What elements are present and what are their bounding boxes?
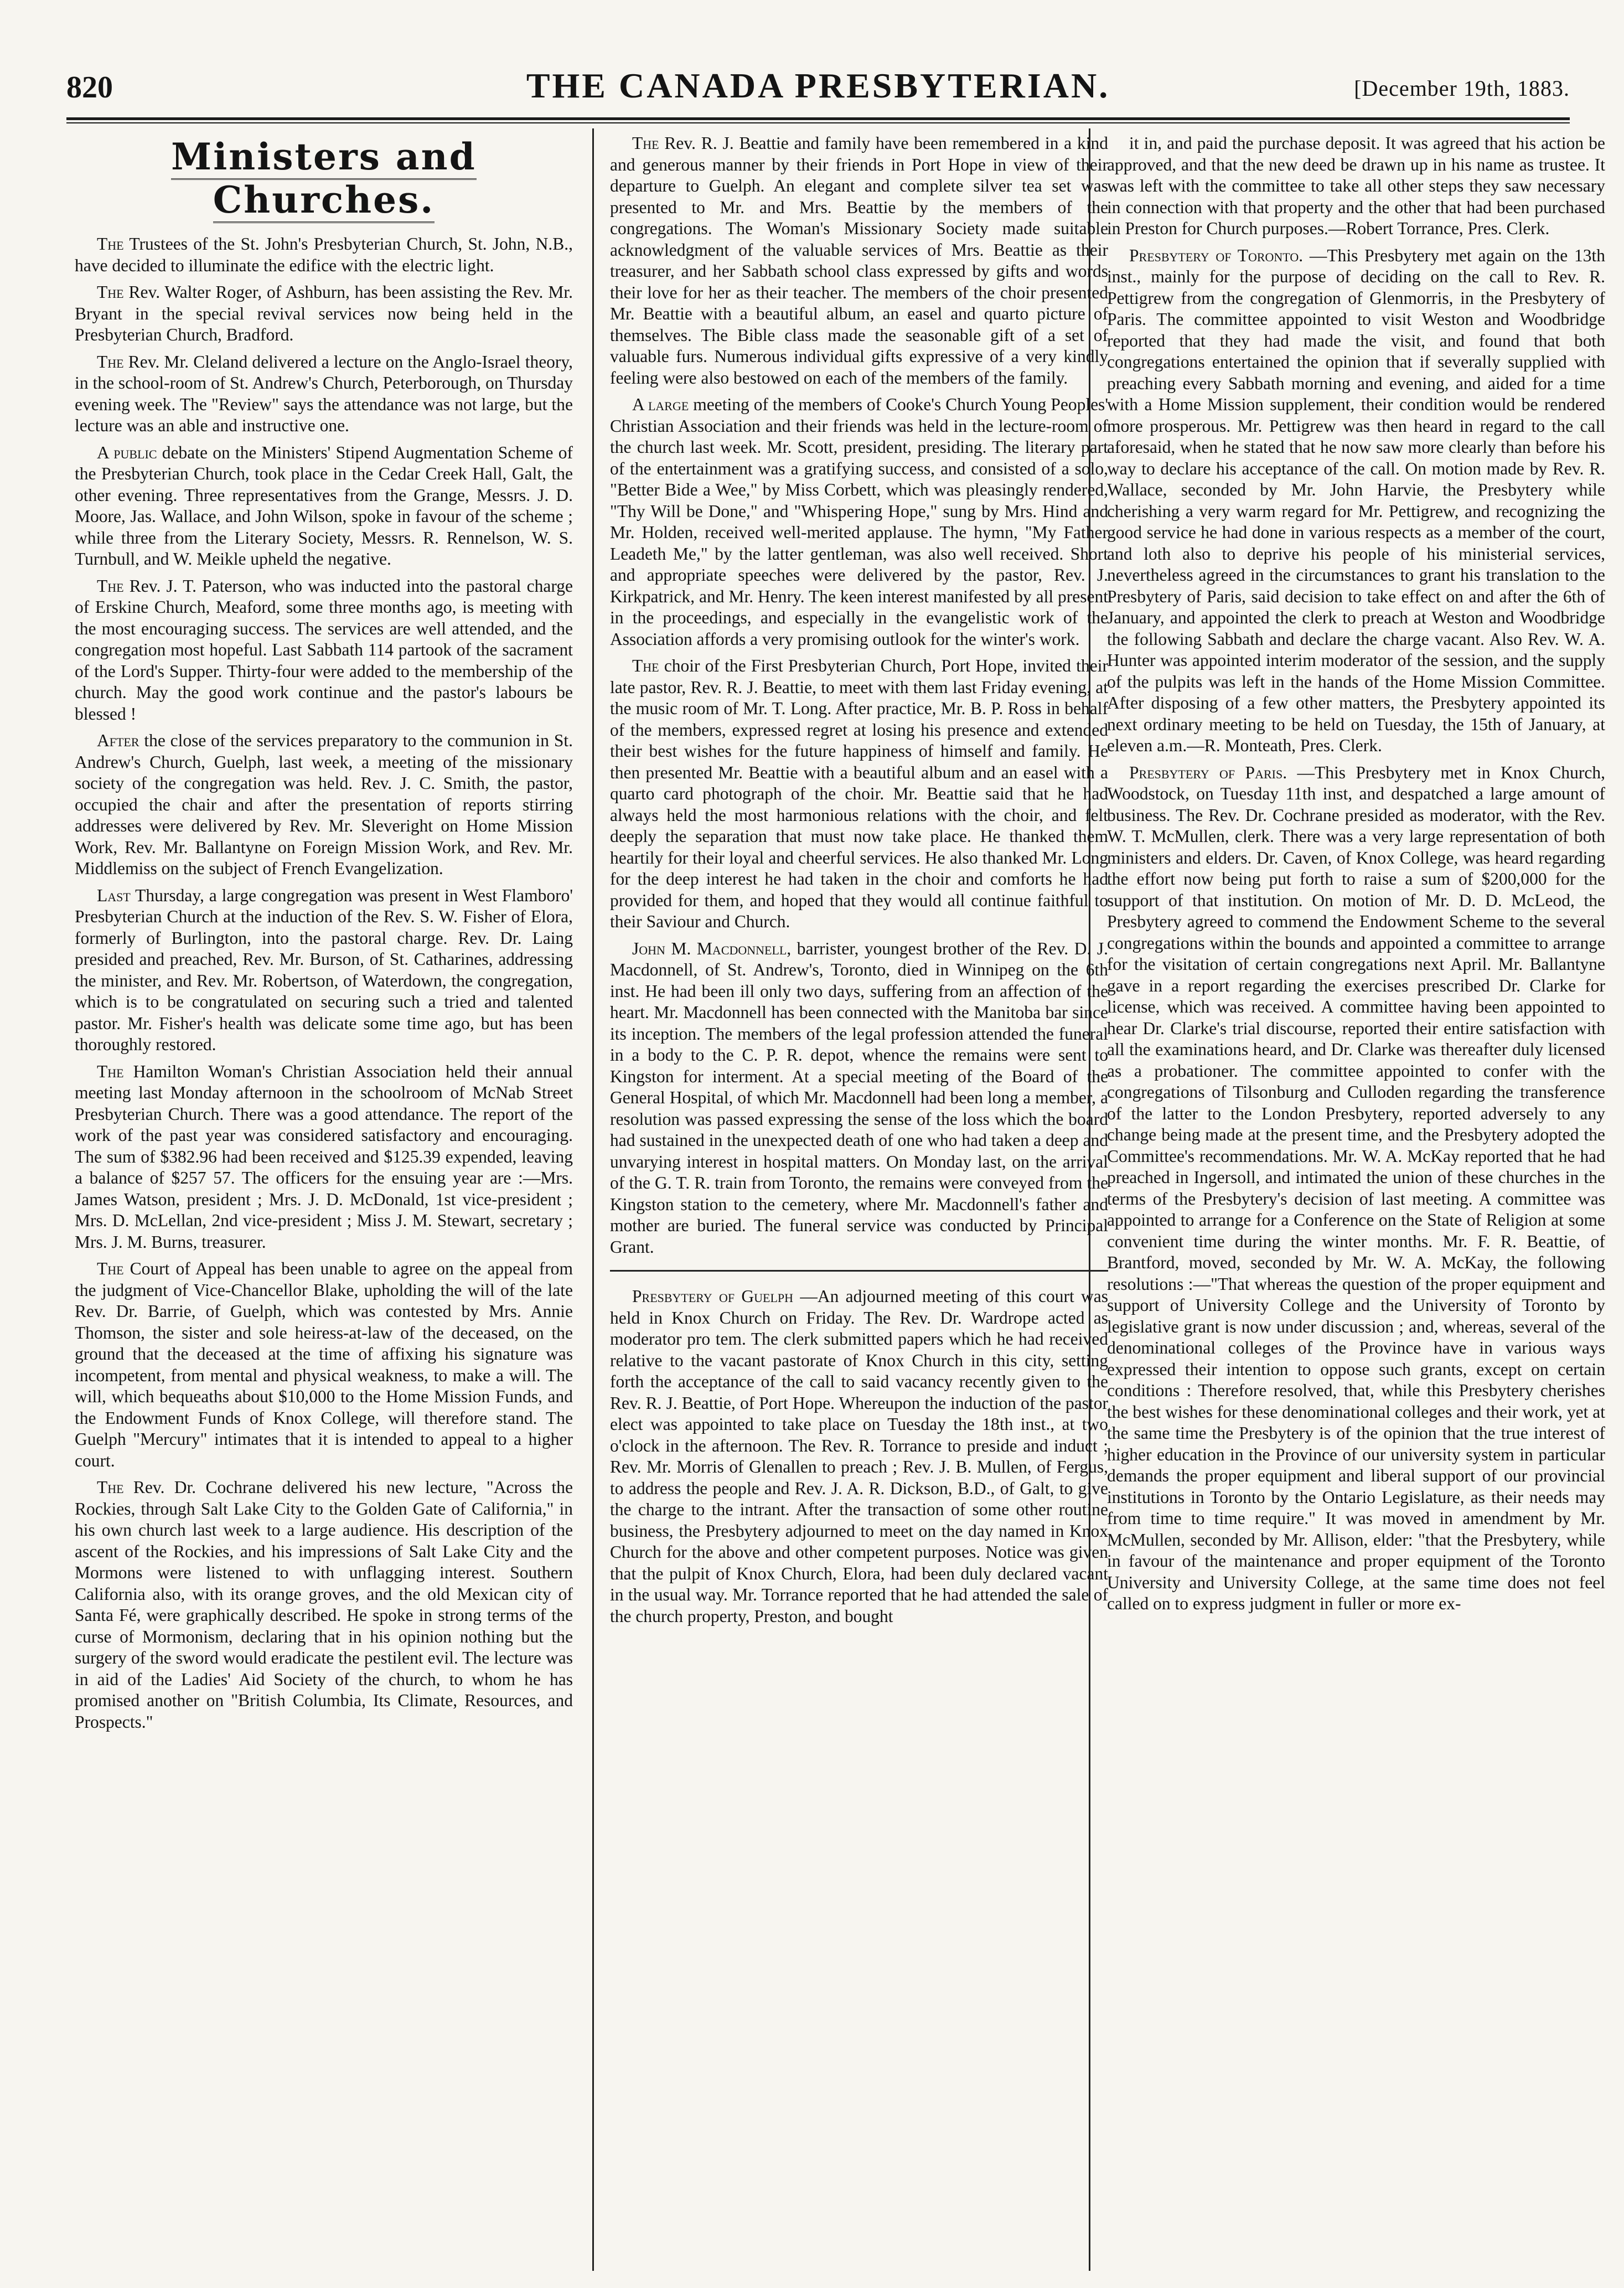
paragraph-text: Court of Appeal has been unable to agree on the appeal from the judgment of Vice-Chancellor Blake, upholding the will of the late Rev. Dr. Barrie, of Guelph, which was contested by Mrs. Annie Thomson, the sister and sole heiress-at-law of the deceased, on the ground that the deceased at the time of affixing his signature was incompetent, from mental and physical weakness, to make a will. The will, which bequeaths about $10,000 to the Home Mission Funds, and the Endowment Funds of Knox College, will therefore stand. The Guelph "Mercury" intimates that it is intended to appeal to a higher court. <box>75 1259 573 1470</box>
paragraph-text: Rev. Mr. Cleland delivered a lecture on the Anglo-Israel theory, in the school-room of St. Andrew's Church, Peterborough, on Thursday evening week. The "Review" says the attendance was not large, but the lecture was an able and instructive one. <box>75 352 573 435</box>
paragraph-lead: The <box>97 1478 124 1497</box>
paragraph-text: Rev. R. J. Beattie and family have been remembered in a kind and generous manner by their friends in Port Hope in view of their departure to Guelph. An elegant and complete silver tea set was presented to Mr. and Mrs. Beattie by the members of the congregations. The Woman's Missionary Society made suitable acknowledgment of the valuable services of Mrs. Beattie as their treasurer, and her Sabbath school class expressed by gifts and words their love for her as their teacher. The members of the choir presented Mr. Beattie with a beautiful album, an easel and quarto picture of themselves. The Bible class made the seasonable gift of a set of valuable furs. Numerous individual gifts expressive of a very kindly feeling were also bestowed on each of the members of the family. <box>610 133 1108 388</box>
paragraph-lead: A public <box>97 442 157 462</box>
article-paragraph <box>610 133 1108 389</box>
paragraph-text: barrister, youngest brother of the Rev. D. J. Macdonnell, of St. Andrew's, Toronto, died in Winnipeg on the 6th inst. He had been ill only two days, suffering from an affection of the heart. Mr. Macdonnell has been connected with the Manitoba bar since its inception. The members of the legal profession attended the funeral in a body to the C. P. R. depot, whence the remains were sent to Kingston for interment. At a special meeting of the Board of the General Hospital, of which Mr. Macdonnell had been long a member, a resolution was passed expressing the sense of the loss which the board had sustained in the unexpected death of one who had taken a deep and unvarying interest in hospital matters. On Monday last, on the arrival of the G. T. R. train from Toronto, the remains were conveyed from the Kingston station to the cemetery, where Mr. Macdonnell's father and mother are buried. The funeral service was conducted by Principal Grant. <box>610 938 1108 1257</box>
header-rule-thin <box>66 122 1570 123</box>
paragraph-lead: Presbytery of Toronto. <box>1129 245 1304 265</box>
paragraph-lead: The <box>97 1061 124 1081</box>
article-paragraph <box>75 234 573 276</box>
paragraph-text: choir of the First Presbyterian Church, Port Hope, invited their late pastor, Rev. R. J. Beattie, to meet with them last Friday evening, at the music room of Mr. T. Long. After practice, Mr. B. P. Ross in behalf of the members, expressed regret at losing his presence and extended their best wishes for the future happiness of himself and family. He then presented Mr. Beattie with a beautiful album and an easel with a quarto card photograph of the choir. Mr. Beattie said that he had always held the most harmonious relations with the choir, and felt deeply the separation that must now take place. He thanked them heartily for their loyal and cheerful services. He also thanked Mr. Long for the deep interest he had taken in the choir and comforts he had provided for them, and hoped that they would all continue faithful to their Saviour and Church. <box>610 656 1108 931</box>
paragraph-text: Rev. Walter Roger, of Ashburn, has been assisting the Rev. Mr. Bryant in the special revival services now being held in the Presbyterian Church, Bradford. <box>75 282 573 344</box>
column-1 <box>75 133 573 2270</box>
paragraph-text: it in, and paid the purchase deposit. It was agreed that his action be approved, and that the new deed be drawn up in his name as trustee. It was left with the committee to take all other steps they saw necessary in connection with that property and the other that had been purchased in Preston for Church purposes.—Robert Torrance, Pres. Clerk. <box>1107 133 1605 238</box>
issue-date: [December 19th, 1883. <box>1354 76 1570 101</box>
article-paragraph <box>75 1061 573 1253</box>
header-rule <box>66 117 1570 120</box>
article-paragraph <box>1107 762 1605 1615</box>
article-paragraph <box>75 352 573 437</box>
paragraph-lead: Last <box>97 885 131 905</box>
article-paragraph <box>75 282 573 346</box>
column-3 <box>1107 133 1605 2270</box>
article-paragraph <box>610 1286 1108 1627</box>
article-paragraph <box>75 730 573 880</box>
article-paragraph <box>75 442 573 570</box>
publication-title: THE CANADA PRESBYTERIAN. <box>526 66 1110 105</box>
paragraph-lead: The <box>97 352 124 371</box>
paragraph-text: the close of the services preparatory to the communion in St. Andrew's Church, Guelph, last week, a meeting of the missionary society of the congregation was held. Rev. J. C. Smith, the pastor, occupied the chair and after the presentation of reports stirring addresses were delivered by Rev. Mr. Sleveright on Home Mission Work, Rev. Mr. Ballantyne on Foreign Mission Work, and Rev. Mr. Middlemiss on the subject of French Evangelization. <box>75 731 573 878</box>
paragraph-text: debate on the Ministers' Stipend Augmentation Scheme of the Presbyterian Church, took place in the Cedar Creek Hall, Galt, the other evening. Three representatives from the Grange, Messrs. J. D. Moore, Jas. Wallace, and John Wilson, spoke in favour of the scheme ; while three from the Literary Society, Messrs. R. Rennelson, W. S. Turnbull, and W. Meikle upheld the negative. <box>75 442 573 569</box>
article-paragraph <box>1107 245 1605 757</box>
paragraph-text: Thursday, a large congregation was present in West Flamboro' Presbyterian Church at the induction of the Rev. S. W. Fisher of Elora, formerly of Burlington, into the pastoral charge. Rev. Dr. Laing presided and preached, Rev. Mr. Burson, of St. Catharines, addressing the minister, and Rev. Mr. Robertson, of Waterdown, the congregation, which is to be congratulated on securing such a tried and talented pastor. Mr. Fisher's health was delicate some time ago, but has been thoroughly restored. <box>75 885 573 1054</box>
page-number: 820 <box>66 70 113 105</box>
paragraph-text: Rev. J. T. Paterson, who was inducted into the pastoral charge of Erskine Church, Meaford, some three months ago, is meeting with the most encouraging success. The services are well attended, and the congregation most hopeful. Last Sabbath 114 partook of the sacrament of the Lord's Supper. Thirty-four were added to the membership of the church. May the good work continue and the pastor's labours be blessed ! <box>75 576 573 724</box>
article-paragraph <box>610 655 1108 933</box>
paragraph-text: Hamilton Woman's Christian Association held their annual meeting last Monday afternoon in the schoolroom of McNab Street Presbyterian Church. There was a good attendance. The report of the work of the past year was considered satisfactory and encouraging. The sum of $382.96 had been received and $125.39 expended, leaving a balance of $257 57. The officers for the ensuing year are :—Mrs. James Watson, president ; Mrs. J. D. McDonald, 1st vice-president ; Mrs. D. McLellan, 2nd vice-president ; Miss J. M. Stewart, secretary ; Mrs. J. M. Burns, treasurer. <box>75 1061 573 1252</box>
page-header <box>66 65 1570 115</box>
column-2 <box>610 133 1108 2270</box>
article-paragraph <box>610 394 1108 650</box>
article-paragraph <box>75 1258 573 1471</box>
article-divider <box>610 1270 1108 1272</box>
column-divider <box>592 128 594 2271</box>
paragraph-lead: A large <box>632 395 689 414</box>
section-title-text: Ministers and Churches. <box>171 135 477 223</box>
paragraph-lead: The <box>632 656 659 675</box>
paragraph-lead: The <box>97 282 124 302</box>
paragraph-lead: The <box>97 1259 124 1278</box>
paragraph-text: Rev. Dr. Cochrane delivered his new lecture, "Across the Rockies, through Salt Lake City to the Golden Gate of California," in his own church last week to a large audience. His description of the ascent of the Rockies, and his impressions of Salt Lake City and the Mormons were listened to with unflagging interest. Southern California also, with its orange groves, and the old Mexican city of Santa Fé, were graphically described. He spoke in strong terms of the curse of Mormonism, declaring that in his opinion nothing but the surgery of the sword would eradicate the pestilent evil. The lecture was in aid of the Ladies' Aid Society of the church, to whom he has promised another on "British Columbia, Its Climate, Resources, and Prospects." <box>75 1478 573 1732</box>
paragraph-lead: John M. Macdonnell, <box>632 938 792 958</box>
paragraph-lead: The <box>97 576 124 596</box>
paragraph-text: —This Presbytery met again on the 13th inst., mainly for the purpose of deciding on the call to Rev. R. Pettigrew from the congregation of Glenmorris, in the Presbytery of Paris. The committee appointed to visit Weston and Woodbridge reported that they had made the visit, and found that both congregations entertained the opinion that if severally supplied with preaching every Sabbath morning and evening, and aided for a time with a Home Mission supplement, their condition would be rendered more prosperous. Mr. Pettigrew was then heard in regard to the call aforesaid, when he stated that he now saw more clearly than before his way to declare his acceptance of the call. On motion made by Rev. R. Wallace, seconded by Mr. John Harvie, the Presbytery while cherishing a very warm regard for Mr. Pettigrew, and recognizing the good service he had done in various respects as a member of the court, and loth also to deprive his people of his ministerial services, nevertheless agreed in the circumstances to grant his translation to the Presbytery of Paris, said decision to take effect on and after the 6th of January, and appointed the clerk to preach at Weston and Woodbridge the following Sabbath and declare the charge vacant. Also Rev. W. A. Hunter was appointed interim moderator of the session, and the supply of the pulpits was left in the hands of the Home Mission Committee. After disposing of a few other matters, the Presbytery appointed its next ordinary meeting to be held on Tuesday, the 15th of January, at eleven a.m.—R. Monteath, Pres. Clerk. <box>1107 245 1605 755</box>
paragraph-text: meeting of the members of Cooke's Church Young Peoples' Christian Association and their friends was held in the lecture-room of the church last week. Mr. Scott, president, presiding. The literary part of the entertainment was a gratifying success, and consisted of a solo, "Better Bide a Wee," by Miss Corbett, which was pleasingly rendered, "Thy Will be Done," and "Whispering Hope," sung by Mrs. Hind and Mr. Holden, received well-merited applause. The hymn, "My Father Leadeth Me," by the latter gentleman, was also well received. Short and appropriate speeches were delivered by the pastor, Rev. J. Kirkpatrick, and Mr. Henry. The keen interest manifested by all present in the proceedings, and especially in the evangelistic work of the Association affords a very promising outlook for the winter's work. <box>610 395 1108 649</box>
paragraph-lead: After <box>97 731 139 750</box>
article-paragraph <box>610 938 1108 1258</box>
article-paragraph <box>75 885 573 1056</box>
paragraph-text: —An adjourned meeting of this court was held in Knox Church on Friday. The Rev. Dr. Wardrope acted as moderator pro tem. The clerk submitted papers which he had received relative to the vacant pastorate of Knox Church in this city, setting forth the acceptance of the call to said vacancy recently given to the Rev. R. J. Beattie, of Port Hope. Whereupon the induction of the pastor elect was appointed to take place on Tuesday the 18th inst., at two o'clock in the afternoon. The Rev. R. Torrance to preside and induct ; Rev. Mr. Morris of Glenallen to preach ; Rev. J. B. Mullen, of Fergus, to address the people and Rev. J. A. R. Dickson, B.D., of Galt, to give the charge to the intrant. After the transaction of some other routine business, the Presbytery adjourned to meet on the day named in Knox Church for the above and other competent purposes. Notice was given that the pulpit of Knox Church, Elora, had been duly declared vacant in the usual way. Mr. Torrance reported that he had attended the sale of the church property, Preston, and bought <box>610 1287 1108 1626</box>
paragraph-text: —This Presbytery met in Knox Church, Woodstock, on Tuesday 11th inst, and despatched a large amount of business. The Rev. Dr. Cochrane presided as moderator, with the Rev. W. T. McMullen, clerk. There was a very large representation of both ministers and elders. Dr. Caven, of Knox College, was heard regarding the effort now being put forth to raise a sum of $200,000 for the support of that institution. On motion of Mr. D. D. McLeod, the Presbytery agreed to commend the Endowment Scheme to the several congregations within the bounds and appointed a committee to arrange for the visitation of certain congregations next April. Mr. Ballantyne gave in a report regarding the exercises prescribed Dr. Clarke for license, which was received. A committee having been appointed to hear Dr. Clarke's trial discourse, reported their entire satisfaction with all the examinations heard, and Dr. Clarke was thereafter duly licensed as a probationer. The committee appointed to confer with the congregations of Tilsonburg and Culloden regarding the transference of the latter to the London Presbytery, reported adversely to any change being made at the present time, and the Presbytery adopted the Committee's recommendations. Mr. W. A. McKay reported that he had preached in Ingersoll, and intimated the union of these churches in the terms of the Presbytery's decision of last meeting. A committee was appointed to arrange for a Conference on the State of Religion at some convenient time during the winter months. Mr. F. R. Beattie, of Brantford, moved, seconded by Mr. W. A. McKay, the following resolutions :—"That whereas the question of the proper equipment and support of University College and the University of Toronto by legislative grant is now under discussion ; and, whereas, several of the denominational colleges of the Province have in various ways expressed their intention to oppose such grants, except on certain conditions : Therefore resolved, that, while this Presbytery cherishes the best wishes for these denominational colleges and their work, yet at the same time the Presbytery is of the opinion that the true interest of higher education in the Province of our university system in particular demands the proper equipment and liberal support of our provincial institutions in Toronto by the Ontario Legislature, as their needs may from time to time require." It was moved in amendment by Mr. McMullen, seconded by Mr. Allison, elder: "that the Presbytery, while in favour of the maintenance and proper equipment of the Toronto University and University College, at the same time does not feel called on to express judgment in fuller or more ex- <box>1107 762 1605 1613</box>
paragraph-text: Trustees of the St. John's Presbyterian Church, St. John, N.B., have decided to illuminate the edifice with the electric light. <box>75 234 573 275</box>
paragraph-lead: The <box>632 133 659 153</box>
section-title <box>75 135 573 221</box>
paragraph-lead: The <box>97 234 124 254</box>
article-paragraph <box>75 576 573 725</box>
paragraph-lead: Presbytery of Guelph <box>632 1287 794 1306</box>
article-paragraph <box>75 1477 573 1733</box>
paragraph-lead: Presbytery of Paris. <box>1129 762 1287 782</box>
article-paragraph <box>1107 133 1605 240</box>
